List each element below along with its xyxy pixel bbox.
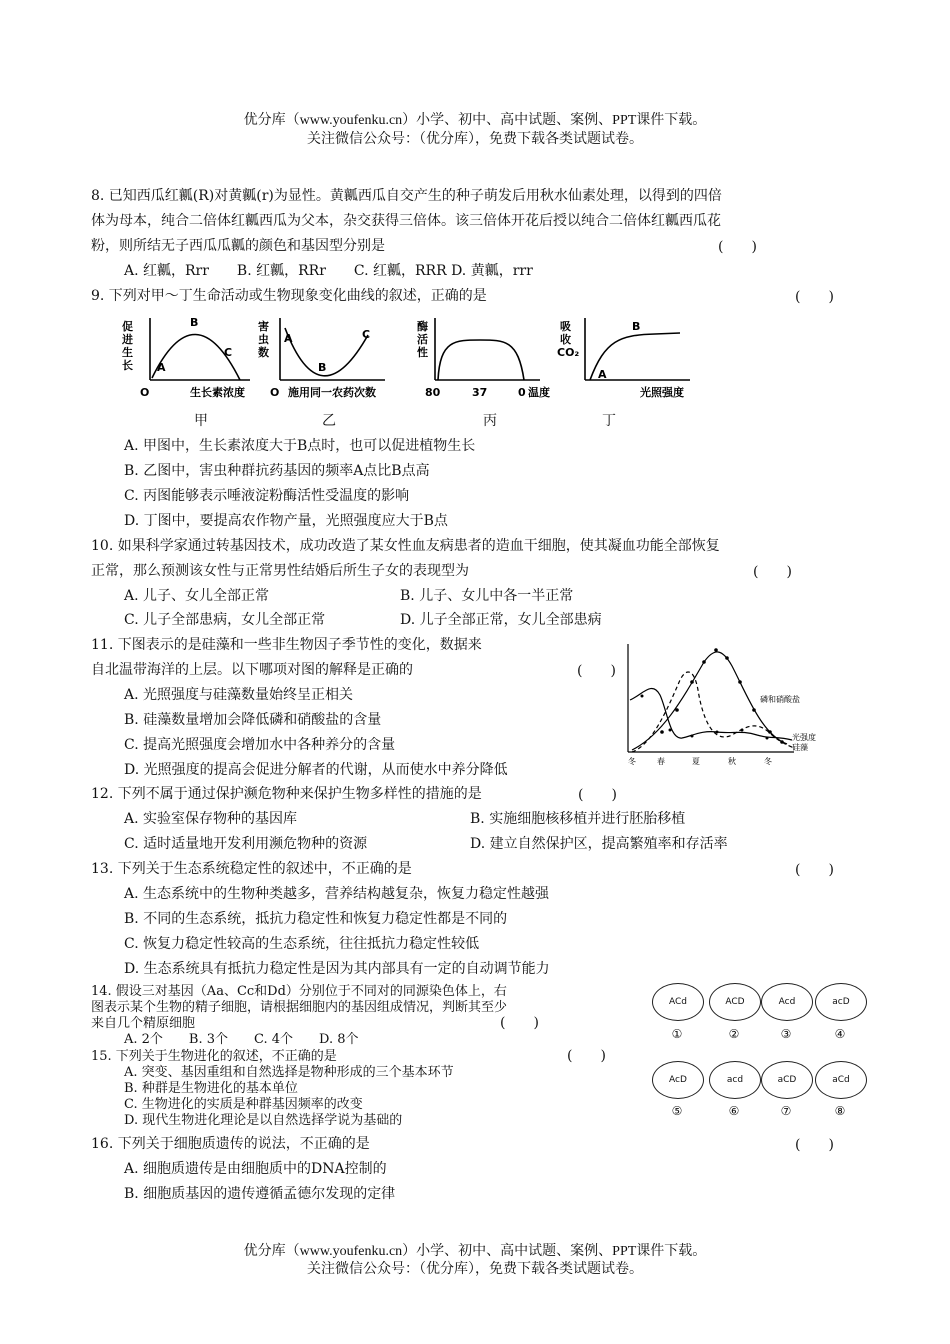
sperm-cell-1: ACd: [652, 983, 704, 1021]
q12-stem: 12. 下列不属于通过保护濒危物种来保护生物多样性的措施的是: [91, 786, 482, 802]
q10-option-b: B. 儿子、女儿中各一半正常: [400, 588, 574, 604]
yi-point-c: C: [362, 328, 371, 341]
q9-graphs: [120, 310, 700, 410]
q12-option-b: B. 实施细胞核移植并进行胚胎移植: [470, 811, 686, 827]
page-header-line2: 关注微信公众号：（优分库），免费下载各类试题试卷。: [307, 132, 643, 147]
season-winter-1: 冬: [628, 757, 636, 766]
yi-point-b: B: [318, 361, 327, 374]
q16-option-b: B. 细胞质基因的遗传遵循孟德尔发现的定律: [124, 1186, 396, 1202]
cell-number-5: ⑤: [671, 1104, 683, 1118]
q13-option-d: D. 生态系统具有抵抗力稳定性是因为其内部具有一定的自动调节能力: [124, 961, 550, 977]
sperm-cell-4: acD: [815, 983, 867, 1021]
season-summer: 夏: [692, 757, 700, 766]
sperm-cell-8: aCd: [815, 1061, 867, 1099]
q10-option-d: D. 儿子全部正常，女儿全部患病: [400, 612, 602, 628]
yi-xlabel: 施用同一农药次数: [288, 386, 376, 399]
q9-option-b: B. 乙图中，害虫种群抗药基因的频率A点比B点高: [124, 463, 430, 479]
q15-option-c: C. 生物进化的实质是种群基因频率的改变: [124, 1097, 363, 1112]
ding-point-b: B: [632, 320, 641, 333]
bing-tick-37: 37: [472, 386, 488, 399]
jia-ylabel-1: 促: [122, 320, 133, 333]
q11-option-a: A. 光照强度与硅藻数量始终呈正相关: [124, 687, 354, 703]
jia-point-c: C: [224, 346, 233, 359]
graph-caption-yi: 乙: [322, 413, 336, 429]
q14-line2: 图表示某个生物的精子细胞，请根据细胞内的基因组成情况，判断其至少: [91, 1000, 508, 1015]
yi-ylabel-2: 虫: [258, 333, 269, 346]
cell-number-4: ④: [834, 1027, 846, 1041]
q8-line1: 8. 已知西瓜红瓤(R)对黄瓤(r)为显性。黄瓤西瓜自交产生的种子萌发后用秋水仙素处理，以得到的四倍: [91, 188, 722, 204]
graph-caption-bing: 丙: [483, 413, 497, 429]
q16-option-a: A. 细胞质遗传是由细胞质中的DNA控制的: [124, 1161, 387, 1177]
q14-answer-paren: ( ): [500, 1015, 539, 1031]
page-header-line1: 优分库（www.youfenku.cn）小学、初中、高中试题、案例、PPT课件下载。: [243, 113, 707, 128]
ding-ylabel-1: 吸: [560, 320, 571, 333]
yi-curve: [285, 328, 371, 376]
q9-stem: 9. 下列对甲～丁生命活动或生物现象变化曲线的叙述，正确的是: [91, 288, 487, 304]
page-footer-line1: 优分库（www.youfenku.cn）小学、初中、高中试题、案例、PPT课件下载。: [243, 1244, 707, 1259]
page-footer-line2: 关注微信公众号：（优分库），免费下载各类试题试卷。: [307, 1262, 643, 1277]
q11-answer-paren: ( ): [577, 663, 616, 679]
q14-line3: 来自几个精原细胞: [91, 1016, 196, 1031]
season-autumn: 秋: [728, 757, 736, 766]
q10-line2: 正常，那么预测该女性与正常男性结婚后所生子女的表现型为: [91, 563, 469, 579]
q8-line2: 体为母本，纯合二倍体红瓤西瓜为父本，杂交获得三倍体。该三倍体开花后授以纯合二倍体红瓤西瓜花: [91, 213, 721, 229]
q10-option-a: A. 儿子、女儿全部正常: [124, 588, 270, 604]
q11-season-chart: [622, 640, 827, 768]
bing-tick-80: 80: [425, 386, 441, 399]
yi-origin: O: [270, 386, 280, 399]
q9-option-a: A. 甲图中，生长素浓度大于B点时，也可以促进植物生长: [124, 438, 476, 454]
jia-point-a: A: [157, 361, 166, 374]
cell-number-6: ⑥: [728, 1104, 740, 1118]
q11-line2: 自北温带海洋的上层。以下哪项对图的解释是正确的: [91, 662, 413, 678]
sperm-cell-7: aCD: [761, 1061, 813, 1099]
q13-option-b: B. 不同的生态系统，抵抗力稳定性和恢复力稳定性都是不同的: [124, 911, 508, 927]
cell-number-2: ②: [728, 1027, 740, 1041]
ding-ylabel-3: CO₂: [557, 346, 580, 359]
yi-ylabel-3: 数: [258, 346, 269, 359]
cell-number-7: ⑦: [780, 1104, 792, 1118]
graph-caption-jia: 甲: [194, 413, 208, 429]
jia-xlabel: 生长素浓度: [190, 386, 245, 399]
q11-line1: 11. 下图表示的是硅藻和一些非生物因子季节性的变化，数据来: [91, 637, 482, 653]
sperm-cell-3: Acd: [761, 983, 813, 1021]
diatom-line: [632, 672, 794, 752]
legend-phosphate-nitrate: 磷和硝酸盐: [760, 695, 800, 704]
jia-point-b: B: [190, 316, 199, 329]
legend-light-intensity: 光强度: [792, 733, 816, 742]
jia-ylabel-3: 生: [122, 346, 133, 359]
bing-xlabel: 温度: [528, 386, 550, 399]
q11-option-c: C. 提高光照强度会增加水中各种养分的含量: [124, 737, 396, 753]
q11-option-d: D. 光照强度的提高会促进分解者的代谢，从而使水中养分降低: [124, 762, 508, 778]
q15-answer-paren: ( ): [567, 1048, 606, 1064]
q10-option-c: C. 儿子全部患病，女儿全部正常: [124, 612, 326, 628]
bing-ylabel-1: 酶: [417, 320, 428, 333]
ding-xlabel: 光照强度: [640, 386, 684, 399]
q9-answer-paren: ( ): [795, 289, 834, 305]
q10-answer-paren: ( ): [753, 564, 792, 580]
q11-option-b: B. 硅藻数量增加会降低磷和硝酸盐的含量: [124, 712, 382, 728]
ding-point-a: A: [598, 368, 607, 381]
q15-option-a: A. 突变、基因重组和自然选择是物种形成的三个基本环节: [124, 1065, 454, 1080]
jia-ylabel-2: 进: [122, 333, 133, 346]
q13-option-c: C. 恢复力稳定性较高的生态系统，往往抵抗力稳定性较低: [124, 936, 480, 952]
yi-ylabel-1: 害: [258, 320, 269, 333]
sperm-cell-6: acd: [709, 1061, 761, 1099]
bing-ylabel-2: 活: [417, 333, 428, 346]
cell-number-1: ①: [671, 1027, 683, 1041]
bing-ylabel-3: 性: [417, 346, 428, 359]
q15-option-d: D. 现代生物进化理论是以自然选择学说为基础的: [124, 1113, 403, 1128]
q9-option-d: D. 丁图中，要提高农作物产量，光照强度应大于B点: [124, 513, 448, 529]
q13-stem: 13. 下列关于生态系统稳定性的叙述中，不正确的是: [91, 861, 412, 877]
q16-answer-paren: ( ): [795, 1137, 834, 1153]
q8-options: A. 红瓤，Rrr B. 红瓤，RRr C. 红瓤，RRR D. 黄瓤，rrr: [124, 263, 533, 279]
q12-answer-paren: ( ): [578, 787, 617, 803]
q14-line1: 14. 假设三对基因（Aa、Cc和Dd）分别位于不同对的同源染色体上，右: [91, 984, 507, 999]
q8-line3: 粉，则所结无子西瓜瓜瓤的颜色和基因型分别是: [91, 238, 385, 254]
q16-stem: 16. 下列关于细胞质遗传的说法，不正确的是: [91, 1136, 370, 1152]
cell-number-3: ③: [780, 1027, 792, 1041]
q15-option-b: B. 种群是生物进化的基本单位: [124, 1081, 298, 1096]
q14-options: A. 2个 B. 3个 C. 4个 D. 8个: [124, 1032, 359, 1047]
bing-curve: [438, 340, 524, 380]
q10-line1: 10. 如果科学家通过转基因技术，成功改造了某女性血友病患者的造血干细胞，使其凝血功能全部恢复: [91, 538, 720, 554]
q12-option-c: C. 适时适量地开发利用濒危物种的资源: [124, 836, 368, 852]
sperm-cell-5: AcD: [652, 1061, 704, 1099]
sperm-cell-2: ACD: [709, 983, 761, 1021]
yi-point-a: A: [284, 332, 293, 345]
q13-answer-paren: ( ): [795, 862, 834, 878]
season-spring: 春: [657, 757, 665, 766]
q15-stem: 15. 下列关于生物进化的叙述，不正确的是: [91, 1049, 337, 1064]
jia-origin: O: [140, 386, 150, 399]
graph-caption-ding: 丁: [602, 413, 616, 429]
legend-diatom: 硅藻: [792, 743, 808, 752]
q12-option-d: D. 建立自然保护区，提高繁殖率和存活率: [470, 836, 728, 852]
bing-tick-0: 0: [518, 386, 526, 399]
ding-ylabel-2: 收: [560, 333, 571, 346]
cell-number-8: ⑧: [834, 1104, 846, 1118]
q8-answer-paren: ( ): [718, 239, 757, 255]
q13-option-a: A. 生态系统中的生物种类越多，营养结构越复杂，恢复力稳定性越强: [124, 886, 550, 902]
jia-ylabel-4: 长: [122, 359, 133, 372]
q12-option-a: A. 实验室保存物种的基因库: [124, 811, 298, 827]
season-winter-2: 冬: [764, 757, 772, 766]
q9-option-c: C. 丙图能够表示唾液淀粉酶活性受温度的影响: [124, 488, 410, 504]
